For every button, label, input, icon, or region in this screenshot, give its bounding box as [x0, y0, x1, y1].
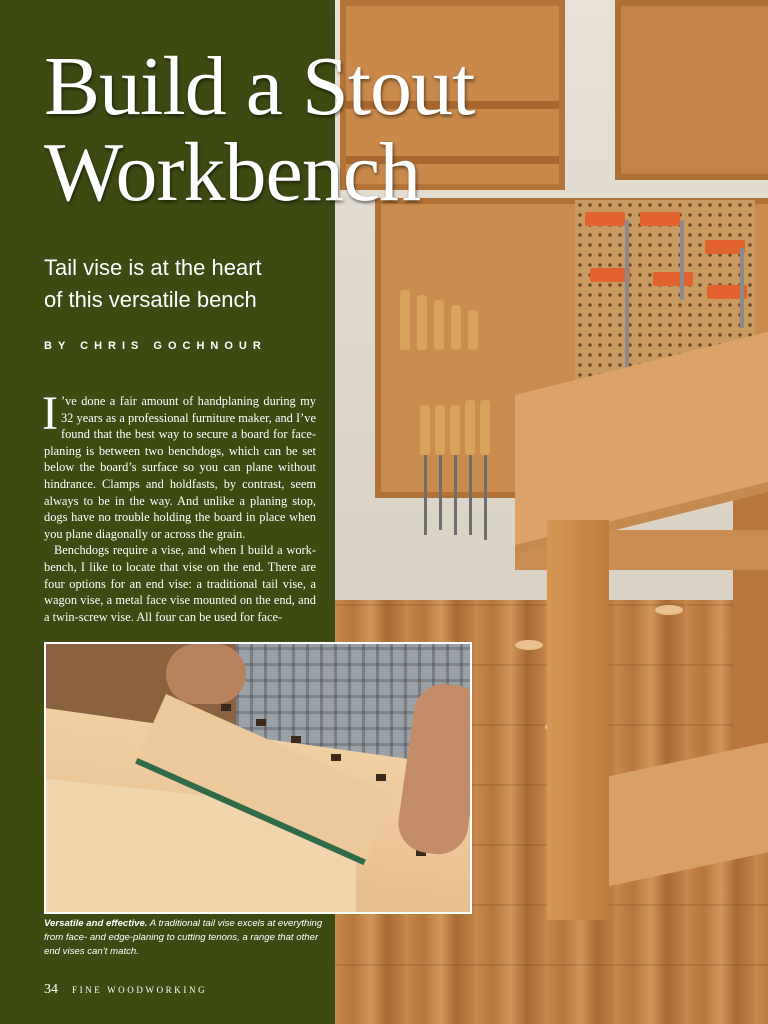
article-title — [44, 40, 564, 219]
bench-leg-front — [547, 520, 609, 920]
body-paragraph-1 — [42, 387, 316, 542]
title-line-2: Workbench — [44, 126, 421, 219]
page-footer — [44, 980, 207, 998]
subtitle-line-1: Tail vise is at the heart — [44, 255, 262, 280]
left-arm — [166, 644, 246, 704]
saw-cabinet — [615, 0, 768, 180]
dog-hole — [331, 754, 341, 761]
title-line-1: Build a Stout — [44, 40, 475, 133]
dog-hole — [221, 704, 231, 711]
caption-lead: Versatile and effective. — [44, 918, 148, 929]
drop-cap: I — [42, 387, 58, 440]
page-number: 34 — [44, 982, 58, 997]
dog-hole — [376, 774, 386, 781]
subtitle-line-2: of this versatile bench — [44, 287, 257, 312]
body-paragraph-2: Benchdogs require a vise, and when I build a work-bench, I like to locate that vise on the end. There are four options for an end vise: a traditional tail vise, a wagon vise, a metal face vise mounted on the end, and a twin-screw vise. All four can be used for face- — [44, 543, 316, 624]
paragraph-1-text: ’ve done a fair amount of handplaning during my 32 years as a professional furniture maker, and I’ve found that the best way to secure a board for face-planing is between two benchdogs, which can be set below the board’s surface so you can plane without hindrance. Clamps and holdfasts, by contrast, seem always to be in the way. And unlike a planing stop, dogs have no trouble holding the board in place when you plane diagonally or across the grain. — [44, 394, 316, 541]
tail-vise-photo — [44, 642, 472, 914]
author-byline: BY CHRIS GOCHNOUR — [44, 340, 267, 352]
magazine-name: FINE WOODWORKING — [72, 985, 208, 995]
dog-hole — [291, 736, 301, 743]
dog-hole — [256, 719, 266, 726]
caption-text: A traditional tail vise excels at everything from face- and edge-planing to cutting tenons, a range that other end vises can’t match. — [44, 918, 323, 957]
photo-caption — [44, 917, 324, 959]
article-body — [42, 387, 316, 625]
article-subtitle — [44, 252, 324, 316]
